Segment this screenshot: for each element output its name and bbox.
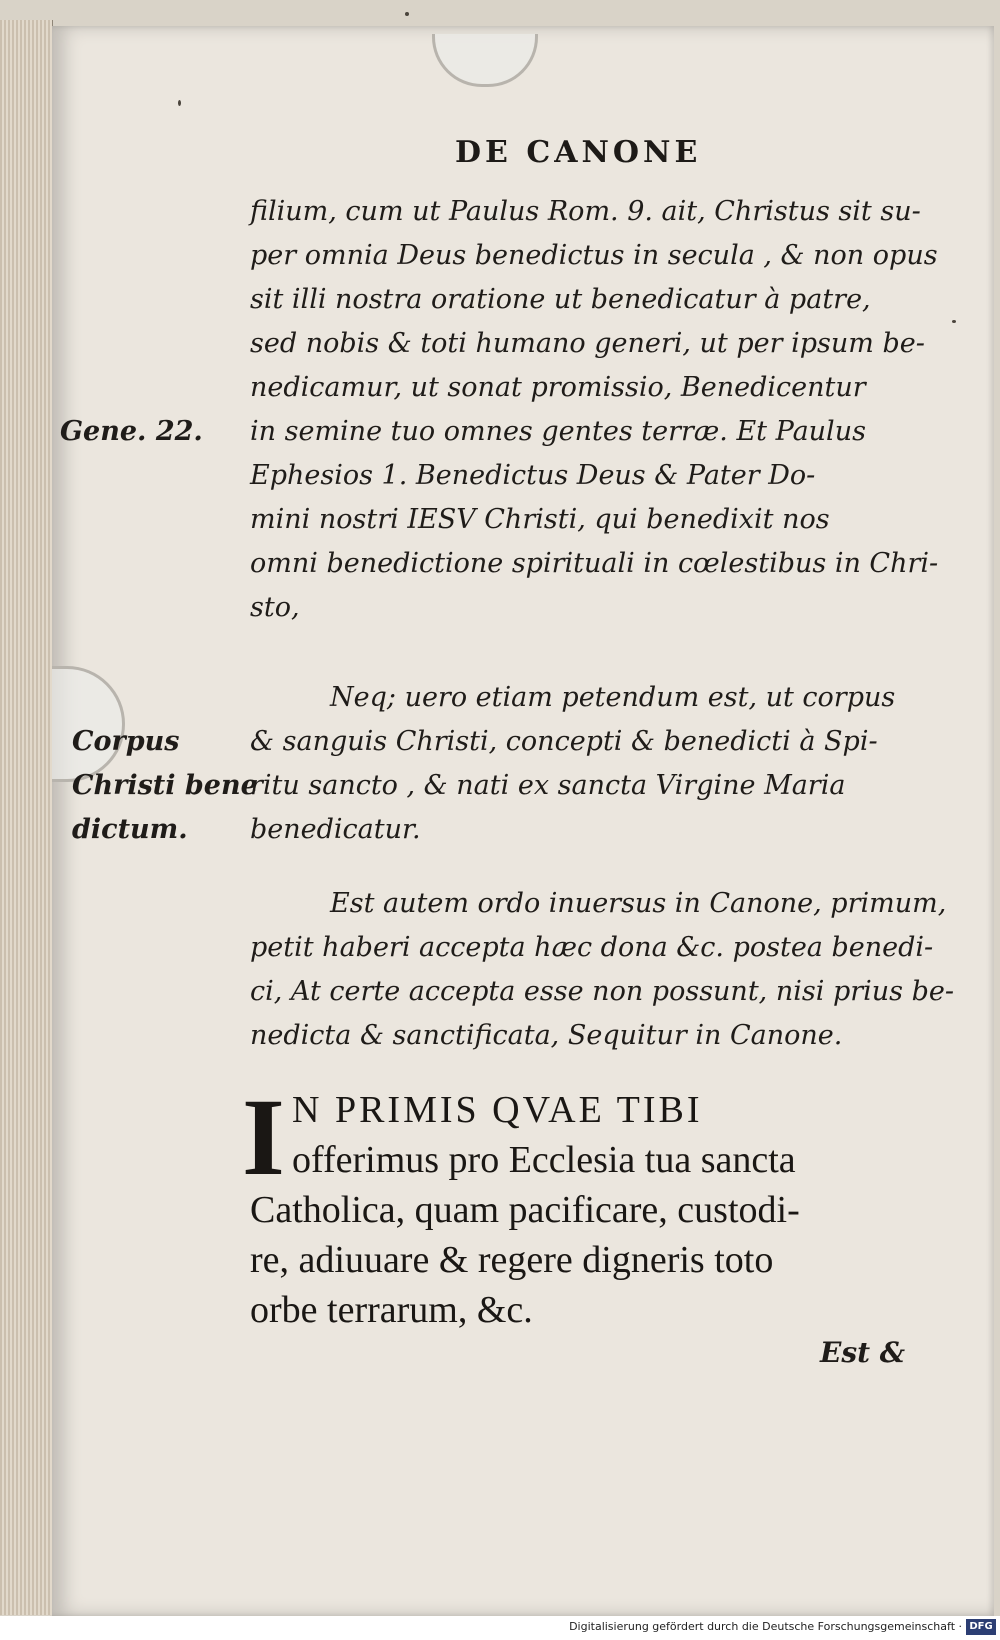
marginal-note-genesis: Gene. 22. bbox=[60, 416, 203, 447]
canon-prayer bbox=[242, 1076, 950, 1335]
text-line: per omnia Deus benedictus in secula , & non opus bbox=[250, 240, 938, 271]
metal-clasp-top bbox=[432, 34, 538, 87]
text-line: ci, At certe accepta esse non possunt, nisi prius be- bbox=[250, 976, 954, 1007]
running-title: DE CANONE bbox=[455, 135, 702, 170]
book-page-edges bbox=[0, 20, 53, 1615]
text-line: petit haberi accepta hæc dona &c. postea benedi- bbox=[250, 932, 934, 963]
margin-line: Christi bene bbox=[72, 770, 258, 801]
text-line: Neq; uero etiam petendum est, ut corpus bbox=[330, 682, 896, 713]
text-line: Est autem ordo inuersus in Canone, primum, bbox=[330, 888, 947, 919]
prayer-line: Catholica, quam pacificare, custodi- bbox=[250, 1189, 800, 1231]
margin-line: Corpus bbox=[72, 726, 180, 757]
text-line: & sanguis Christi, concepti & benedicti à Spi- bbox=[250, 726, 878, 757]
text-line: sed nobis & toti humano generi, ut per ipsum be- bbox=[250, 328, 925, 359]
ink-speck bbox=[952, 320, 956, 323]
text-line: sto, bbox=[250, 592, 300, 623]
text-line: benedicatur. bbox=[250, 814, 421, 845]
text-line: mini nostri IESV Christi, qui benedixit nos bbox=[250, 504, 830, 535]
dfg-logo: DFG bbox=[966, 1619, 996, 1635]
footer-bar bbox=[0, 1616, 1000, 1640]
funding-credit: Digitalisierung gefördert durch die Deutsche Forschungsgemeinschaft · bbox=[569, 1620, 962, 1633]
ink-speck bbox=[405, 12, 409, 16]
paragraph-1 bbox=[250, 190, 950, 630]
text-line: ritu sancto , & nati ex sancta Virgine Maria bbox=[250, 770, 846, 801]
paragraph-2 bbox=[250, 676, 950, 852]
paragraph-3 bbox=[250, 882, 954, 1058]
text-line: nedicta & sanctificata, Sequitur in Canone. bbox=[250, 1020, 843, 1051]
text-line: filium, cum ut Paulus Rom. 9. ait, Christus sit su- bbox=[250, 196, 921, 227]
text-line: Ephesios 1. Benedictus Deus & Pater Do- bbox=[250, 460, 816, 491]
prayer-line: N PRIMIS QVAE TIBI bbox=[292, 1089, 703, 1131]
drop-cap-initial: I bbox=[242, 1076, 285, 1198]
text-line: nedicamur, ut sonat promissio, Benedicentur bbox=[250, 372, 866, 403]
prayer-line: orbe terrarum, &c. bbox=[250, 1289, 533, 1331]
prayer-line: offerimus pro Ecclesia tua sancta bbox=[292, 1139, 796, 1181]
ink-speck bbox=[178, 100, 181, 106]
marginal-note-corpus bbox=[72, 720, 258, 852]
text-line: sit illi nostra oratione ut benedicatur à patre, bbox=[250, 284, 871, 315]
text-line: in semine tuo omnes gentes terræ. Et Paulus bbox=[250, 416, 866, 447]
catchword: Est & bbox=[820, 1336, 906, 1369]
margin-line: dictum. bbox=[72, 814, 188, 845]
text-line: omni benedictione spirituali in cœlestibus in Chri- bbox=[250, 548, 939, 579]
prayer-line: re, adiuuare & regere digneris toto bbox=[250, 1239, 774, 1281]
